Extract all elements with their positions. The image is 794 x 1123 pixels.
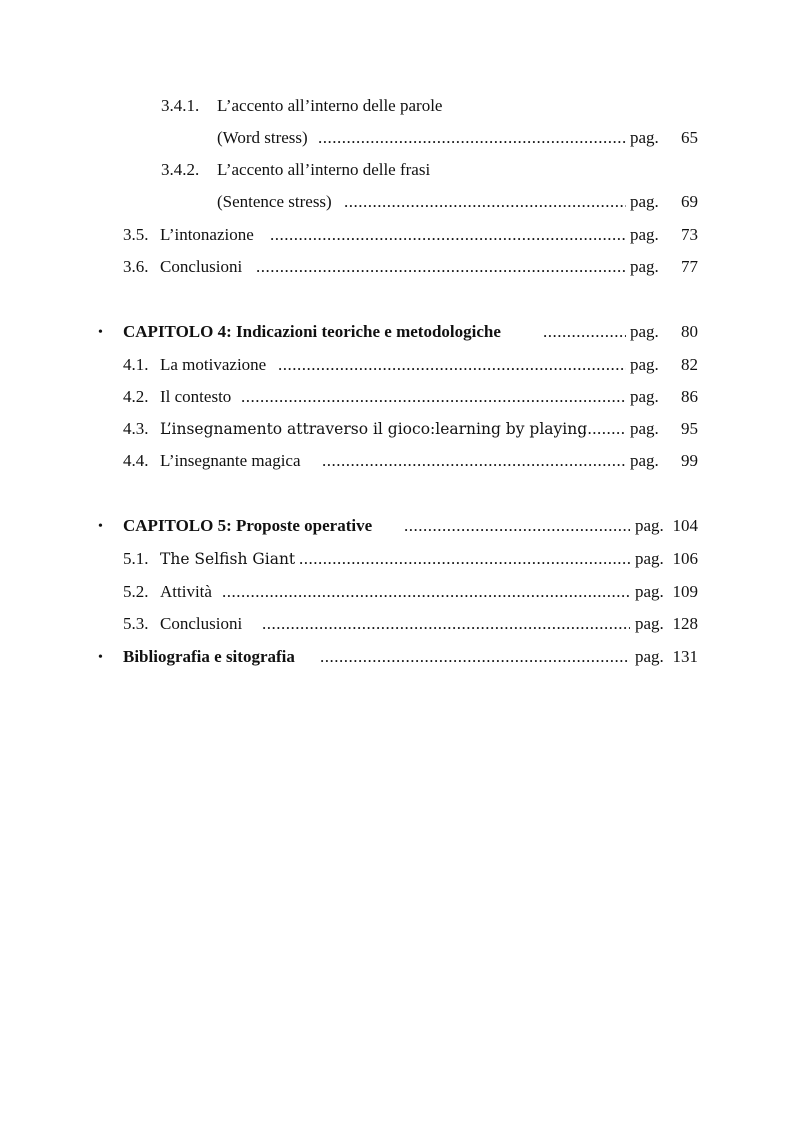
chapter-title: CAPITOLO 4: Indicazioni teoriche e metodologiche — [123, 322, 501, 341]
page-number: 69 — [681, 192, 698, 211]
page-number: 106 — [672, 549, 698, 568]
entry-number: 3.5. — [123, 225, 149, 244]
page-number: 77 — [681, 257, 698, 276]
entry-number: 5.2. — [123, 582, 149, 601]
page-number: 86 — [681, 387, 698, 406]
entry-number: 4.4. — [123, 451, 149, 470]
bullet-icon: • — [98, 650, 103, 665]
entry-title: L’accento all’interno delle frasi — [217, 160, 431, 179]
dot-leader — [241, 385, 626, 409]
dot-leader — [278, 353, 626, 377]
pag-label: pag. — [630, 387, 659, 406]
entry-title: La motivazione — [160, 355, 267, 374]
page-number: 109 — [672, 582, 698, 601]
pag-label: pag. — [630, 419, 659, 438]
page-number: 82 — [681, 355, 698, 374]
dot-leader — [270, 223, 626, 247]
dot-leader — [256, 255, 626, 279]
entry-title: Attività — [160, 582, 212, 601]
dot-leader — [262, 612, 630, 636]
pag-label: pag. — [635, 614, 664, 633]
pag-label: pag. — [635, 647, 664, 666]
pag-label: pag. — [630, 355, 659, 374]
entry-number: 4.1. — [123, 355, 149, 374]
page-number: 131 — [672, 647, 698, 666]
entry-number: 4.2. — [123, 387, 149, 406]
entry-title: Conclusioni — [160, 614, 243, 633]
pag-label: pag. — [630, 128, 659, 147]
dot-leader — [404, 514, 630, 538]
chapter-title: Bibliografia e sitografia — [123, 647, 295, 666]
dot-leader — [543, 320, 626, 344]
pag-label: pag. — [635, 582, 664, 601]
entry-number: 5.3. — [123, 614, 149, 633]
entry-number: 3.6. — [123, 257, 149, 276]
entry-title: L’insegnamento attraverso il gioco:learning by playing — [160, 420, 588, 438]
chapter-title: CAPITOLO 5: Proposte operative — [123, 516, 373, 535]
page-number: 128 — [672, 614, 698, 633]
entry-subtitle: (Sentence stress) — [217, 192, 332, 211]
pag-label: pag. — [630, 322, 659, 341]
page-number: 99 — [681, 451, 698, 470]
pag-label: pag. — [635, 516, 664, 535]
entry-title: Conclusioni — [160, 257, 243, 276]
pag-label: pag. — [630, 192, 659, 211]
entry-number: 4.3. — [123, 419, 149, 438]
pag-label: pag. — [635, 549, 664, 568]
page-number: 104 — [672, 516, 698, 535]
bullet-icon: • — [98, 325, 103, 340]
pag-label: pag. — [630, 451, 659, 470]
page-number: 73 — [681, 225, 698, 244]
pag-label: pag. — [630, 257, 659, 276]
entry-subtitle: (Word stress) — [217, 128, 308, 147]
entry-title: L’intonazione — [160, 225, 254, 244]
dot-leader — [320, 645, 630, 669]
page-number: 80 — [681, 322, 698, 341]
entry-title: The Selfish Giant — [160, 550, 296, 568]
entry-title: Il contesto — [160, 387, 232, 406]
dot-leader — [299, 547, 630, 571]
page-number: 65 — [681, 128, 698, 147]
dot-leader — [222, 580, 630, 604]
pag-label: pag. — [630, 225, 659, 244]
bullet-icon: • — [98, 519, 103, 534]
page-number: 95 — [681, 419, 698, 438]
dot-leader — [318, 126, 626, 150]
entry-title: L’insegnante magica — [160, 451, 301, 470]
dot-leader — [344, 190, 626, 214]
dot-leader — [578, 417, 626, 441]
entry-title: L’accento all’interno delle parole — [217, 96, 443, 115]
entry-number: 5.1. — [123, 549, 149, 568]
entry-number: 3.4.2. — [161, 160, 200, 179]
dot-leader — [322, 449, 626, 473]
entry-number: 3.4.1. — [161, 96, 200, 115]
